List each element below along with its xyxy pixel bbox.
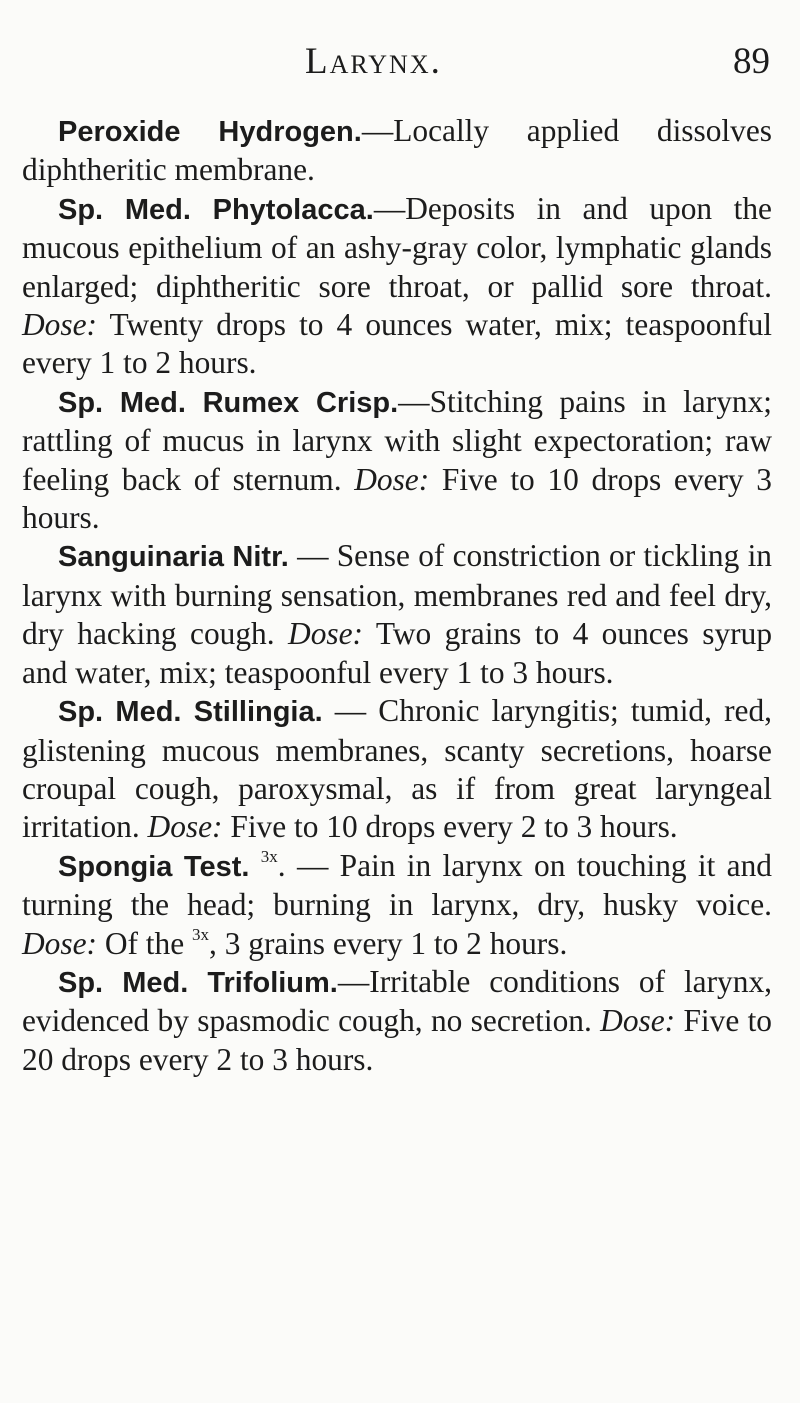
remedy-name: Sanguinaria Nitr. xyxy=(58,541,289,574)
remedy-description: —Stitching pains in larynx; rattling of mucus in larynx with slight expectoration; raw feeling back of sternum. xyxy=(22,383,772,497)
remedy-name: Sp. Med. Phytolacca. xyxy=(58,193,374,226)
dose-label: Dose: xyxy=(22,307,97,343)
entry-trifolium xyxy=(22,963,772,1079)
remedy-name: Sp. Med. Trifolium. xyxy=(58,966,338,999)
dose-text: Five to 20 drops every 2 to 3 hours. xyxy=(22,1003,772,1077)
remedy-name: Sp. Med. Rumex Crisp. xyxy=(58,386,399,419)
dose-text: Of the xyxy=(104,925,185,961)
potency-superscript: 3x xyxy=(260,846,278,866)
dose-label: Dose: xyxy=(600,1003,676,1039)
dose-text-continued: , 3 grains every 1 to 2 hours. xyxy=(209,925,568,961)
remedy-description: — Chronic laryngitis; tumid, red, glistening mucous membranes, scanty secretions, hoarse croupal cough, paroxysmal, as if from great laryngeal irritation. xyxy=(22,693,772,845)
remedy-description: —Deposits in and upon the mucous epithelium of an ashy-gray color, lymphatic glands enlarged; diphtheritic sore throat, or pallid sore throat. xyxy=(22,190,772,304)
entry-stillingia xyxy=(22,692,772,847)
entry-phytolacca xyxy=(22,190,772,383)
page-number: 89 xyxy=(733,41,770,82)
dose-label: Dose: xyxy=(22,925,97,961)
remedy-description: — Sense of constriction or tickling in larynx with burning sensation, membranes red and feel dry, dry hacking cough. xyxy=(22,538,772,652)
dose-label: Dose: xyxy=(288,616,363,652)
remedy-description: —Irritable conditions of larynx, evidenced by spasmodic cough, no secretion. xyxy=(22,963,772,1039)
dose-text: Five to 10 drops every 3 hours. xyxy=(22,461,772,536)
dose-label: Dose: xyxy=(147,809,223,845)
entry-sanguinaria-nitr xyxy=(22,537,772,692)
running-title: Larynx. xyxy=(305,41,442,82)
dose-text: Two grains to 4 ounces syrup and water, mix; teaspoonful every 1 to 3 hours. xyxy=(22,616,773,690)
remedy-name: Spongia Test. xyxy=(58,850,250,883)
entry-spongia-test xyxy=(22,847,772,963)
remedy-description: —Locally applied dissolves diphtheritic membrane. xyxy=(22,113,772,188)
remedy-name: Peroxide Hydrogen. xyxy=(58,116,362,148)
dose-label: Dose: xyxy=(354,461,430,497)
dose-text: Five to 10 drops every 2 to 3 hours. xyxy=(230,809,678,845)
entry-peroxide-hydrogen xyxy=(22,112,772,190)
body-text xyxy=(22,112,772,1079)
dose-potency-superscript: 3x xyxy=(192,924,210,944)
entry-rumex-crisp xyxy=(22,383,772,538)
dose-text: Twenty drops to 4 ounces water, mix; teaspoonful every 1 to 2 hours. xyxy=(22,307,773,381)
remedy-name: Sp. Med. Stillingia. xyxy=(58,696,323,729)
remedy-description: . — Pain in larynx on touching it and turning the head; burning in larynx, dry, husky voice. xyxy=(22,847,772,923)
running-head xyxy=(0,40,800,90)
